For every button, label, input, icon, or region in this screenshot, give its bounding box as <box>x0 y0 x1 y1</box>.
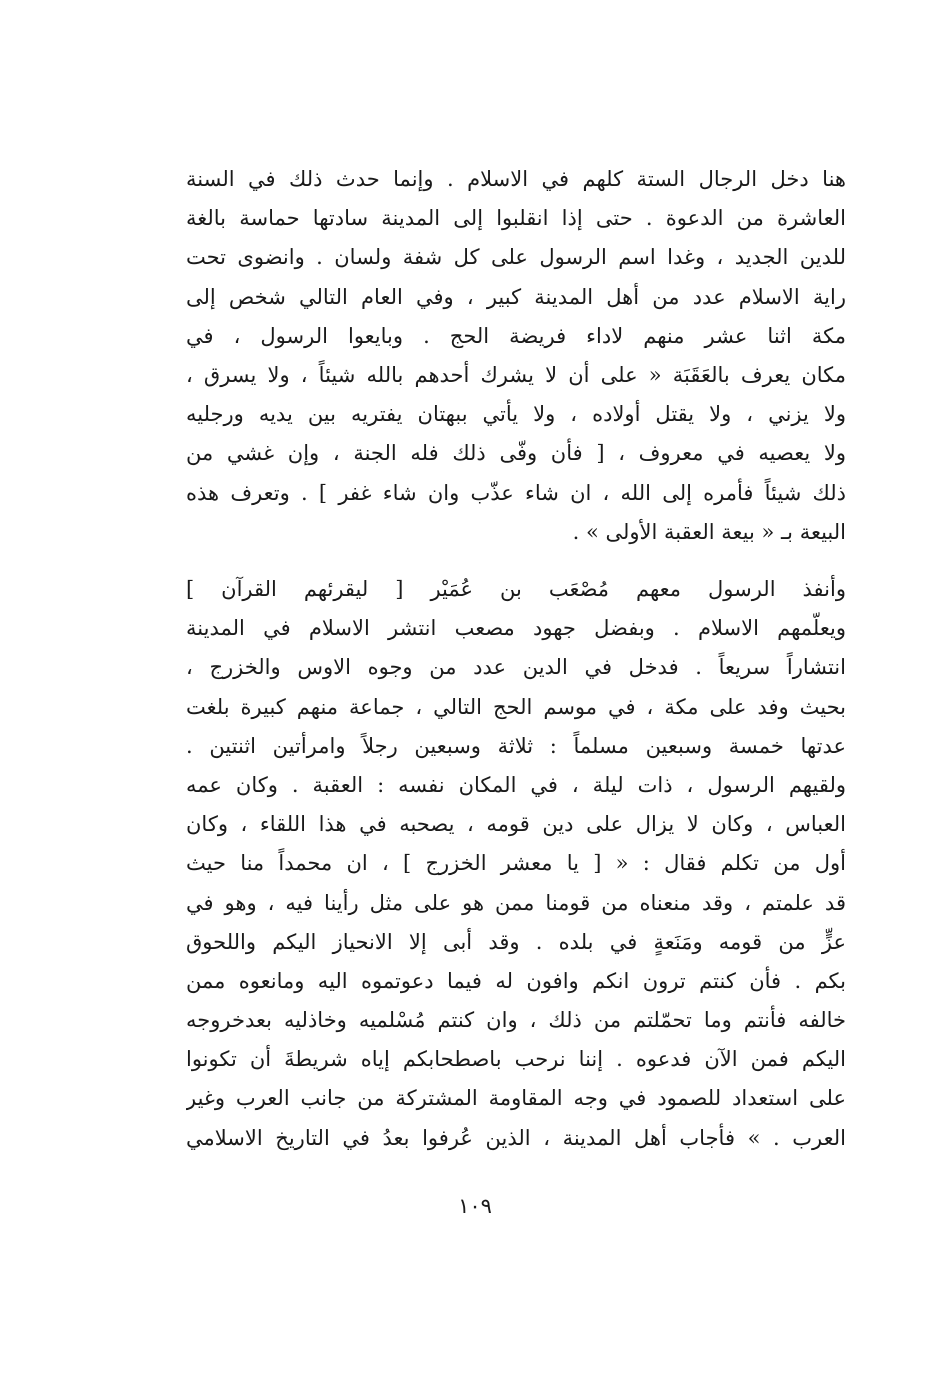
text-line: قد علمتم ، وقد منعناه من قومنا ممن هو على مثل رأينا فيه ، وهو في <box>186 890 846 915</box>
text-line: مكان يعرف بالعَقَبَة « على أن لا يشرك أحدهم بالله شيئاً ، ولا يسرق ، <box>186 362 846 387</box>
text-line: خالفه فأنتم وما تحمّلتم من ذلك ، وان كنتم مُسْلميه وخاذليه بعدخروجه <box>186 1008 846 1033</box>
paragraph-2 <box>186 570 846 1158</box>
text-line: للدين الجديد ، وغدا اسم الرسول على كل شفة ولسان . وانضوى تحت <box>186 245 846 270</box>
text-line: على استعداد للصمود في وجه المقاومة المشتركة من جانب العرب وغير <box>186 1086 846 1111</box>
text-line: عزٍّ من قومه ومَنَعةٍ في بلده . وقد أبى إلا الانحياز اليكم واللحوق <box>186 929 846 954</box>
text-line: ويعلّمهم الاسلام . وبفضل جهود مصعب انتشر الاسلام في المدينة <box>186 616 846 641</box>
text-line: بكم . فأن كنتم ترون انكم وافون له فيما دعوتموه اليه ومانعوه ممن <box>186 968 846 993</box>
text-line: العباس ، وكان لا يزال على دين قومه ، يصحبه في هذا اللقاء ، وكان <box>186 812 846 837</box>
text-line: العاشرة من الدعوة . حتى إذا انقلبوا إلى المدينة سادتها حماسة بالغة <box>186 206 846 231</box>
text-line: مكة اثنا عشر منهم لاداء فريضة الحج . وبايعوا الرسول ، في <box>186 323 846 348</box>
text-line: بحيث وفد على مكة ، في موسم الحج التالي ، جماعة منهم كبيرة بلغت <box>186 694 846 719</box>
page-number: ١٠٩ <box>458 1194 492 1218</box>
text-line: ولا يعصيه في معروف ، [ فأن وفّى ذلك فله الجنة ، وإن غشي من <box>186 441 846 466</box>
text-line: أول من تكلم فقال : « [ يا معشر الخزرج ] ، ان محمداً منا حيث <box>186 851 846 876</box>
text-line: انتشاراً سريعاً . فدخل في الدين عدد من وجوه الاوس والخزرج ، <box>186 655 846 680</box>
text-line: هنا دخل الرجال الستة كلهم في الاسلام . وإنما حدث ذلك في السنة <box>186 167 846 191</box>
text-line: عدتها خمسة وسبعين مسلماً : ثلاثة وسبعين رجلاً وامرأتين اثنتين . <box>186 733 846 758</box>
text-line: ذلك شيئاً فأمره إلى الله ، ان شاء عذّب وان شاء غفر ] . وتعرف هذه <box>186 480 846 505</box>
text-line: العرب . » فأجاب أهل المدينة ، الذين عُرفوا بعدُ في التاريخ الاسلامي <box>186 1125 846 1150</box>
text-line: وأنفذ الرسول معهم مُصْعَب بن عُمَيْر [ ليقرئهم القرآن ] <box>186 577 846 601</box>
text-line: البيعة بـ « بيعة العقبة الأولى » . <box>572 519 846 544</box>
text-line: ولقيهم الرسول ، ذات ليلة ، في المكان نفسه : العقبة . وكان عمه <box>186 772 846 797</box>
text-line: اليكم فمن الآن فدعوه . إننا نرحب باصطحابكم إياه شريطةَ أن تكونوا <box>186 1047 846 1072</box>
text-line: راية الاسلام عدد من أهل المدينة كبير ، وفي العام التالي شخص إلى <box>186 284 846 309</box>
text-line: ولا يزني ، ولا يقتل أولاده ، ولا يأتي ببهتان يفتريه بين يديه ورجليه <box>186 402 846 427</box>
paragraph-1 <box>186 160 846 552</box>
